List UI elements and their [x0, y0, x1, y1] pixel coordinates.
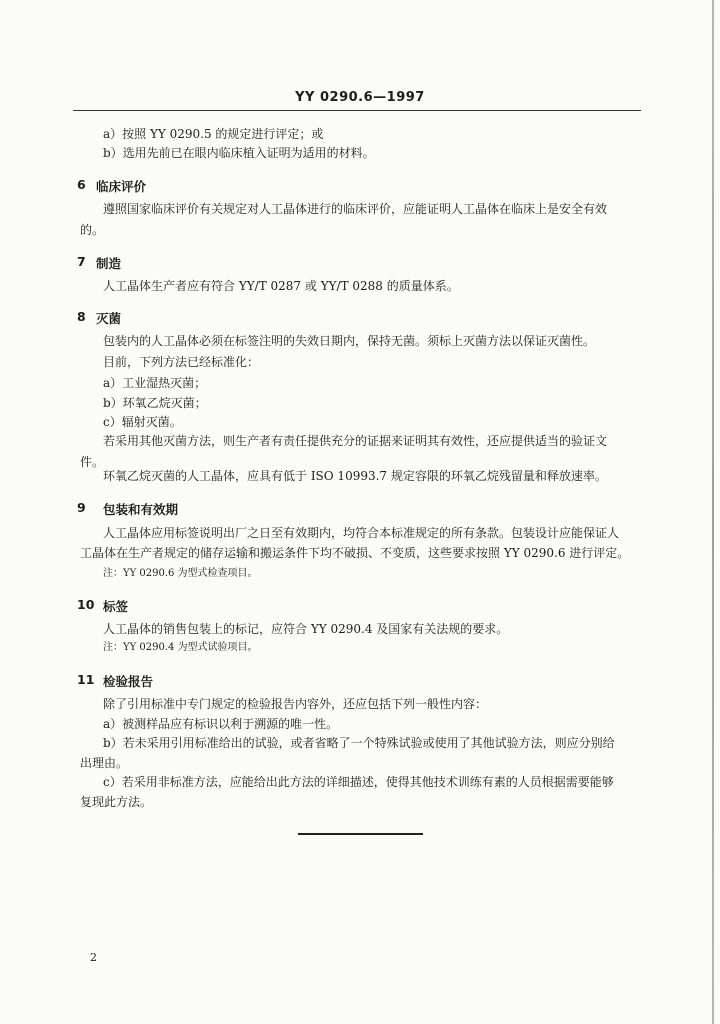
section-10-text: 人工晶体的销售包装上的标记，应符合 YY 0290.4 及国家有关法规的要求。	[103, 622, 509, 636]
page-header	[0, 90, 720, 105]
section-8-para3-line2: 件。	[80, 455, 105, 469]
header-rule	[73, 110, 641, 111]
section-9-text-line2: 工晶体在生产者规定的储存运输和搬运条件下均不破损、不变质，这些要求按照 YY 0290.6 进行评定。	[80, 546, 630, 560]
section-7-number: 7	[77, 254, 86, 269]
section-8-number: 8	[77, 309, 86, 324]
page-number: 2	[90, 951, 97, 964]
scan-edge	[712, 0, 714, 1024]
section-8-item-b: b）环氧乙烷灭菌；	[103, 396, 207, 410]
section-9-text-line1: 人工晶体应用标签说明出厂之日至有效期内，均符合本标准规定的所有条款。包装设计应能保证人	[103, 526, 620, 540]
section-11-item-b-line1: b）若未采用引用标准给出的试验，或者省略了一个特殊试验或使用了其他试验方法，则应分别给	[103, 736, 615, 750]
section-9-note: 注：YY 0290.6 为型式检查项目。	[103, 568, 258, 579]
section-10-number: 10	[77, 597, 95, 612]
section-7-text: 人工晶体生产者应有符合 YY/T 0287 或 YY/T 0288 的质量体系。	[103, 279, 459, 293]
section-8-title: 灭菌	[96, 311, 122, 326]
section-9-number: 9	[77, 500, 86, 515]
section-11-item-a: a）被测样品应有标识以利于溯源的唯一性。	[103, 717, 339, 731]
section-8-para1: 包装内的人工晶体必须在标签注明的失效日期内，保持无菌。须标上灭菌方法以保证灭菌性。	[103, 334, 596, 348]
intro-item-a: a）按照 YY 0290.5 的规定进行评定；或	[103, 127, 324, 141]
section-11-item-c-line2: 复现此方法。	[80, 795, 153, 809]
section-10-title: 标签	[103, 599, 129, 614]
end-of-document-rule	[298, 833, 423, 835]
section-11-item-c-line1: c）若采用非标准方法，应能给出此方法的详细描述，使得其他技术训练有素的人员根据需要能够	[103, 775, 614, 789]
intro-item-b: b）选用先前已在眼内临床植入证明为适用的材料。	[103, 146, 375, 160]
section-8-para4: 环氧乙烷灭菌的人工晶体，应具有低于 ISO 10993.7 规定容限的环氧乙烷残留量和释放速率。	[103, 469, 607, 483]
section-11-para1: 除了引用标准中专门规定的检验报告内容外，还应包括下列一般性内容：	[103, 697, 488, 711]
section-6-text-line2: 的。	[80, 223, 105, 237]
section-8-item-a: a）工业湿热灭菌；	[103, 376, 207, 390]
section-11-item-b-line2: 出理由。	[80, 756, 129, 770]
section-11-title: 检验报告	[103, 674, 154, 689]
section-6-number: 6	[77, 177, 86, 192]
section-7-title: 制造	[96, 256, 122, 271]
section-6-title: 临床评价	[96, 179, 147, 194]
section-8-para2: 目前，下列方法已经标准化：	[103, 355, 260, 369]
section-6-text-line1: 遵照国家临床评价有关规定对人工晶体进行的临床评价，应能证明人工晶体在临床上是安全有效	[103, 202, 608, 216]
section-10-note: 注：YY 0290.4 为型式试验项目。	[103, 642, 258, 653]
standard-id: YY 0290.6—1997	[295, 90, 425, 105]
section-8-para3-line1: 若采用其他灭菌方法，则生产者有责任提供充分的证据来证明其有效性，还应提供适当的验证文	[103, 434, 608, 448]
section-9-title: 包装和有效期	[103, 502, 179, 517]
section-11-number: 11	[77, 672, 95, 687]
section-8-item-c: c）辐射灭菌。	[103, 415, 182, 429]
